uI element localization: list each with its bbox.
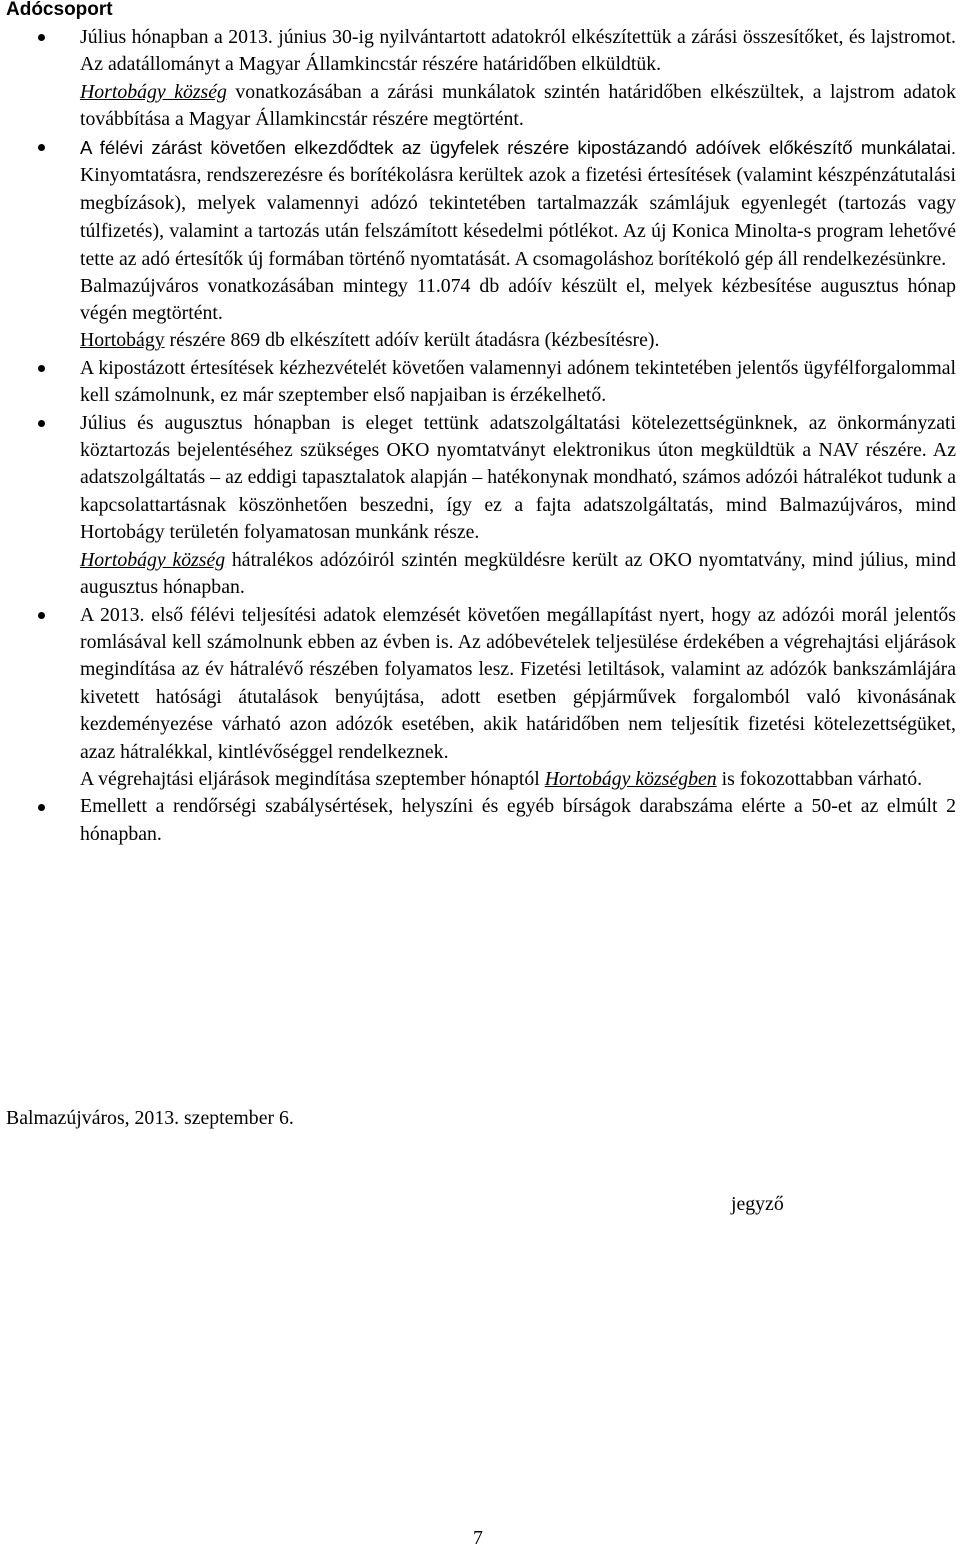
text-run: is fokozottabban várható. <box>716 767 923 790</box>
paragraph <box>80 24 956 79</box>
underlined-name: Hortobágy község <box>80 548 226 571</box>
paragraph <box>80 134 956 273</box>
list-item <box>0 24 956 134</box>
underlined-name: Hortobágy községben <box>544 767 717 790</box>
section-heading: Adócsoport <box>6 0 113 20</box>
text-run: A kipostázott értesítések kézhezvételét követően valamennyi adónem tekintetében jelentős ügyfélforgalommal kell számolnunk, ez már szeptember első napjaiban is érzékelhető. <box>80 356 956 407</box>
paragraph <box>80 410 956 547</box>
bullet-icon <box>38 420 45 427</box>
text-run: Emellett a rendőrségi szabálysértések, helyszíni és egyéb bírságok darabszáma elérte a 50-et az elmúlt 2 hónapban. <box>80 795 956 845</box>
list-item <box>0 355 956 410</box>
bullet-icon <box>38 804 45 811</box>
place-date: Balmazújváros, 2013. szeptember 6. <box>6 1107 294 1129</box>
bullet-list <box>0 24 960 848</box>
text-run: A 2013. első félévi teljesítési adatok elemzését követően megállapítást nyert, hogy az adózói morál jelentős romlásával kell számolnunk ebben az évben is. Az adóbevételek teljesülése érdekében a végrehajtási eljárások megindítása az év hátralévő részében folyamatos lesz. Fizetési letiltások, valamint az adózók bankszámlájára kivetett hatósági átutalások benyújtása, adott esetben gépjárművek forgalomból való kivonásának kezdeményezése várható azon adózók esetében, akik határidőben nem teljesítik fizetési kötelezettségüket, azaz hátralékkal, kintlévőséggel rendelkeznek. <box>80 603 956 763</box>
list-item <box>0 602 956 794</box>
bullet-icon <box>38 34 45 41</box>
bullet-icon <box>38 144 45 151</box>
paragraph <box>80 793 956 848</box>
bullet-icon <box>38 365 45 372</box>
paragraph <box>80 355 956 410</box>
list-item <box>0 793 956 848</box>
list-item <box>0 410 956 602</box>
bullet-icon <box>38 612 45 619</box>
text-run: Kinyomtatásra, rendszerezésre és borítékolásra kerültek azok a fizetési értesítések (valamint készpénzátutalási megbízások), melyek valamennyi adózó tekintetében tartalmazzák számlájuk egyenlegét (tartozás vagy túlfizetés), valamint a tartozás után felszámított késedelmi pótlékot. Az új Konica Minolta-s program lehetővé tette az adó értesítők új formában történő nyomtatását. A csomagoláshoz borítékoló gép áll rendelkezésünkre. <box>80 163 956 270</box>
text-run: hátralékos adózóiról szintén megküldésre került az OKO nyomtatvány, mind július, mind augusztus hónapban. <box>80 548 956 599</box>
paragraph <box>80 547 956 602</box>
underlined-name: Hortobágy <box>80 329 165 352</box>
paragraph <box>80 766 956 793</box>
text-run: Július hónapban a 2013. június 30-ig nyilvántartott adatokról elkészítettük a zárási összesítőket, és lajstromot. Az adatállományt a Magyar Államkincstár részére határidőben elküldtük. <box>80 26 956 76</box>
paragraph <box>80 273 956 328</box>
text-run: A félévi zárást követően elkezdődtek az ügyfelek részére kipostázandó adóívek előkészítő munkálatai. <box>80 136 956 158</box>
text-run: Július és augusztus hónapban is eleget tettünk adatszolgáltatási kötelezettségünknek, az önkormányzati köztartozás bejelentéséhez szükséges OKO nyomtatványt elektronikus úton megküldtük a NAV részére. Az adatszolgáltatás – az eddigi tapasztalatok alapján – hatékonynak mondható, számos adózói hátralékot tudunk a kapcsolattartásnak köszönhetően beszedni, így ez a fajta adatszolgáltatás, mind Balmazújváros, mind Hortobágy területén folyamatosan munkánk része. <box>80 411 956 544</box>
text-run: Balmazújváros vonatkozásában mintegy 11.074 db adóív készült el, melyek kézbesítése augusztus hónap végén megtörtént. <box>80 274 956 325</box>
text-run: részére 869 db elkészített adóív került átadásra (kézbesítésre). <box>164 329 660 352</box>
signature-title: jegyző <box>731 1193 784 1215</box>
text-run: vonatkozásában a zárási munkálatok szintén határidőben elkészültek, a lajstrom adatok továbbítása a Magyar Államkincstár részére megtörtént. <box>80 80 956 131</box>
page-number: 7 <box>473 1527 483 1549</box>
underlined-name: Hortobágy község <box>80 80 227 103</box>
paragraph <box>80 327 956 354</box>
paragraph <box>80 79 956 134</box>
text-run: A végrehajtási eljárások megindítása szeptember hónaptól <box>80 767 545 790</box>
list-item <box>0 134 956 355</box>
paragraph <box>80 602 956 766</box>
